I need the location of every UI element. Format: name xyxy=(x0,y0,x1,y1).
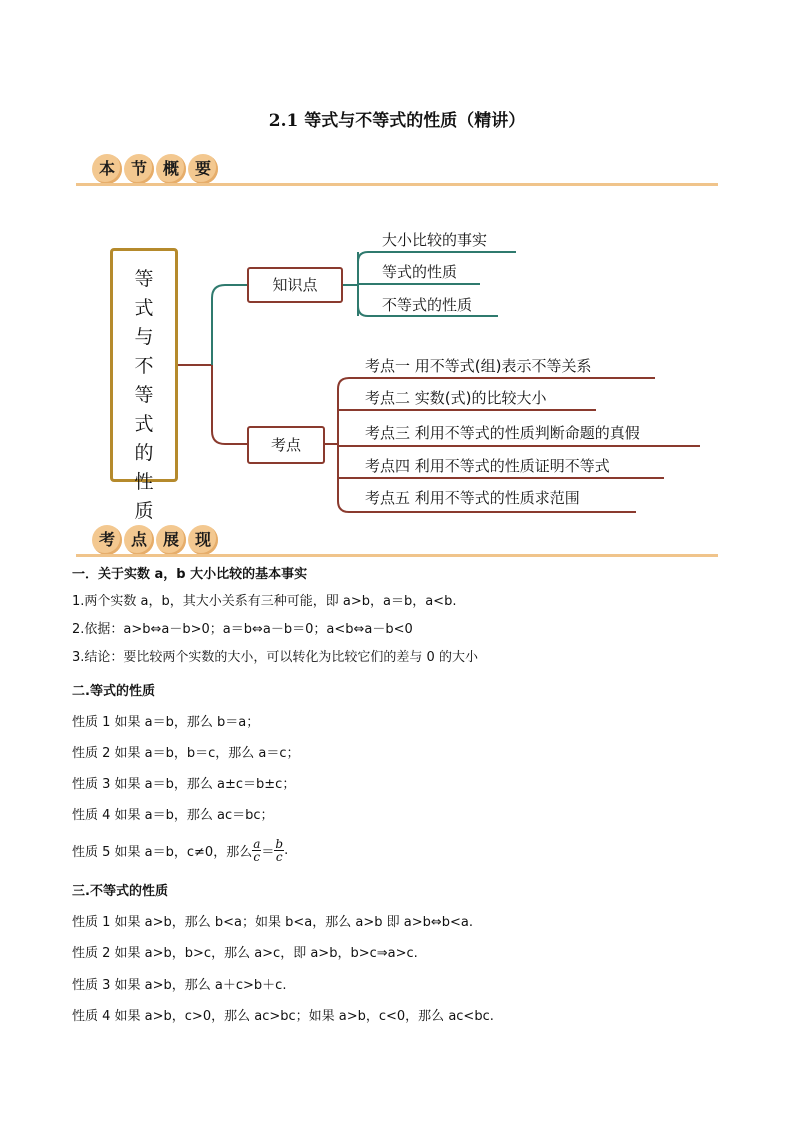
root-char: 式 xyxy=(134,297,154,319)
eq5-text: 性质 5 如果 a＝b，c≠0，那么 xyxy=(72,844,253,860)
paragraph: 1.两个实数 a，b，其大小关系有三种可能，即 a>b，a＝b，a<b. xyxy=(72,594,457,609)
page-title: 2.1 等式与不等式的性质（精讲） xyxy=(268,111,526,131)
banner-char: 概 xyxy=(156,154,186,184)
inequality-property: 性质 3 如果 a>b，那么 a＋c>b＋c. xyxy=(72,978,287,993)
banner-char: 要 xyxy=(188,154,218,184)
mindmap-leaf: 不等式的性质 xyxy=(382,296,473,314)
root-char: 式 xyxy=(134,413,154,435)
root-char: 等 xyxy=(134,384,154,406)
banner-char: 本 xyxy=(92,154,122,184)
equality-property: 性质 4 如果 a＝b，那么 ac＝bc； xyxy=(72,808,274,823)
root-char: 等 xyxy=(134,268,154,290)
fraction-numerator: a xyxy=(253,836,261,851)
mindmap-root xyxy=(110,248,178,522)
heading-equality-properties: 二.等式的性质 xyxy=(72,684,155,699)
equality-property: 性质 2 如果 a＝b，b＝c，那么 a＝c； xyxy=(72,746,300,761)
equality-property: 性质 1 如果 a＝b，那么 b＝a； xyxy=(72,715,260,730)
paragraph: 3.结论：要比较两个实数的大小，可以转化为比较它们的差与 0 的大小 xyxy=(72,650,478,665)
banner-char: 节 xyxy=(124,154,154,184)
fraction-denominator: c xyxy=(275,849,283,864)
mindmap-leaf: 等式的性质 xyxy=(382,263,458,281)
mindmap-root-text xyxy=(113,265,175,526)
mindmap-leaf: 考点二 实数(式)的比较大小 xyxy=(365,389,547,407)
fraction-b-over-c xyxy=(274,838,284,863)
root-char: 不 xyxy=(134,355,154,377)
root-char: 性 xyxy=(134,471,154,493)
inequality-property: 性质 2 如果 a>b，b>c，那么 a>c，即 a>b，b>c⇒a>c. xyxy=(72,946,418,961)
banner-char: 点 xyxy=(124,525,154,555)
fraction-denominator: c xyxy=(253,849,261,864)
section-banner-exam-points xyxy=(76,525,718,557)
mindmap-leaf: 考点四 利用不等式的性质证明不等式 xyxy=(365,457,610,475)
mindmap-node-knowledge: 知识点 xyxy=(247,267,343,303)
mindmap-leaf: 考点三 利用不等式的性质判断命题的真假 xyxy=(365,424,640,442)
inequality-property: 性质 1 如果 a>b，那么 b<a；如果 b<a，那么 a>b 即 a>b⇔b<a. xyxy=(72,915,474,930)
heading-inequality-properties: 三.不等式的性质 xyxy=(72,884,168,899)
mindmap-leaf: 考点一 用不等式(组)表示不等关系 xyxy=(365,357,592,375)
mindmap-node-exam: 考点 xyxy=(247,426,325,464)
banner-char: 考 xyxy=(92,525,122,555)
fraction-a-over-c xyxy=(252,838,261,863)
banner-divider xyxy=(76,554,718,557)
equality-property: 性质 3 如果 a＝b，那么 a±c＝b±c； xyxy=(72,777,296,792)
mindmap-leaf: 考点五 利用不等式的性质求范围 xyxy=(365,489,580,507)
mindmap-leaf: 大小比较的事实 xyxy=(382,231,488,249)
fraction-numerator: b xyxy=(275,836,284,851)
equality-property-5 xyxy=(72,834,288,866)
root-char: 的 xyxy=(134,442,154,464)
inequality-property: 性质 4 如果 a>b，c>0，那么 ac>bc；如果 a>b，c<0，那么 ac<bc. xyxy=(72,1009,494,1024)
heading-basic-facts: 一．关于实数 a，b 大小比较的基本事实 xyxy=(72,567,308,582)
root-char: 质 xyxy=(134,500,154,522)
paragraph: 2.依据：a>b⇔a－b>0；a＝b⇔a－b＝0；a<b⇔a－b<0 xyxy=(72,622,413,637)
root-char: 与 xyxy=(134,326,154,348)
period: . xyxy=(284,842,289,858)
banner-char: 展 xyxy=(156,525,186,555)
banner-char: 现 xyxy=(188,525,218,555)
equals-sign: ＝ xyxy=(261,844,275,860)
